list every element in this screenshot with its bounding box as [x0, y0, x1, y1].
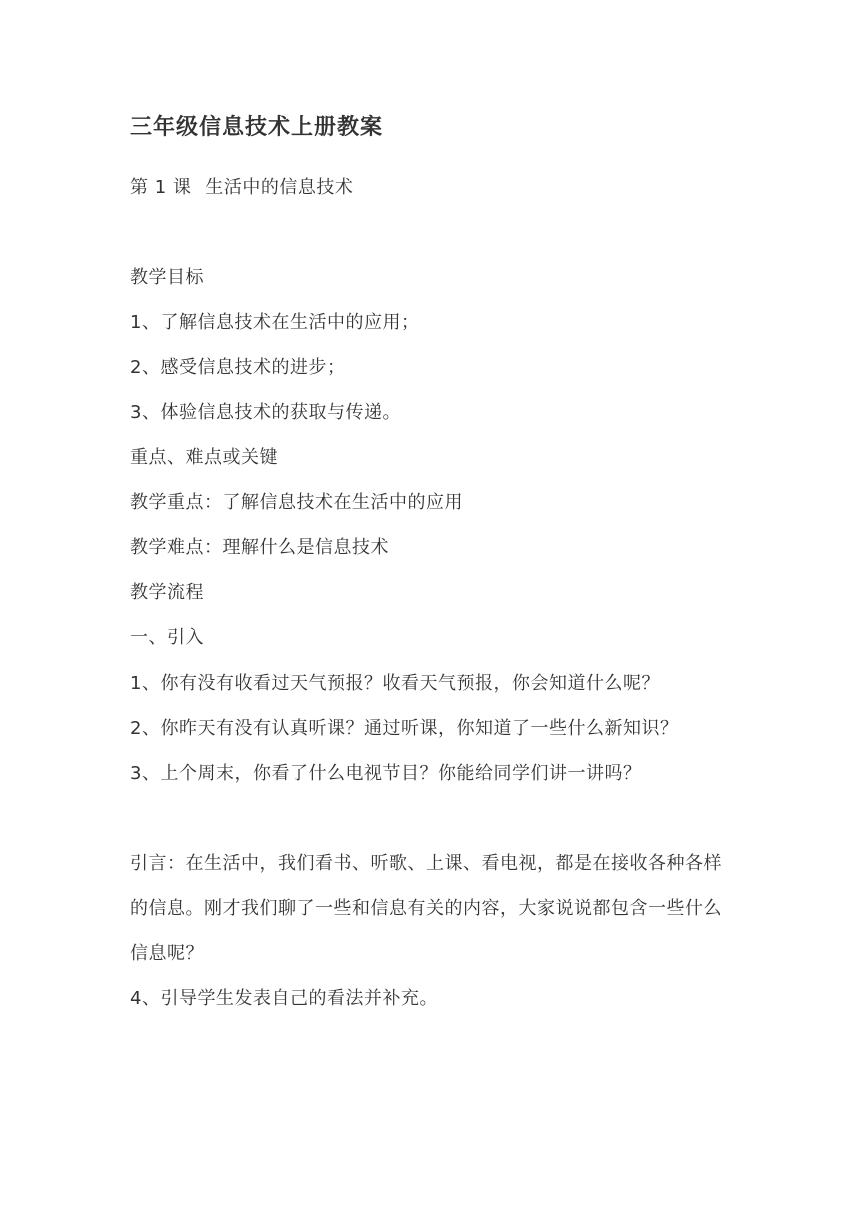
goals-heading: 教学目标: [130, 267, 204, 288]
document-title: 三年级信息技术上册教案: [130, 115, 384, 140]
question-item: 3、上个周末，你看了什么电视节目？你能给同学们讲一讲吗？: [130, 763, 642, 784]
step-item: 4、引导学生发表自己的看法并补充。: [130, 988, 438, 1009]
teaching-difficulty: 教学难点：理解什么是信息技术: [130, 537, 389, 558]
section-heading: 一、引入: [130, 627, 204, 648]
teaching-focus: 教学重点：了解信息技术在生活中的应用: [130, 492, 463, 513]
question-item: 2、你昨天有没有认真听课？通过听课，你知道了一些什么新知识？: [130, 718, 679, 739]
question-item: 1、你有没有收看过天气预报？收看天气预报，你会知道什么呢？: [130, 673, 660, 694]
goal-item: 1、了解信息技术在生活中的应用；: [130, 312, 420, 333]
lesson-heading: [130, 176, 353, 200]
process-heading: 教学流程: [130, 582, 204, 603]
lesson-number: 第 1 课: [130, 177, 192, 198]
lesson-name: 生活中的信息技术: [205, 177, 354, 198]
goal-item: 2、感受信息技术的进步；: [130, 357, 346, 378]
intro-paragraph: 引言：在生活中，我们看书、听歌、上课、看电视，都是在接收各种各样的信息。刚才我们聊了一些和信息有关的内容，大家说说都包含一些什么信息呢？: [130, 853, 722, 964]
goal-item: 3、体验信息技术的获取与传递。: [130, 402, 401, 423]
keypoints-heading: 重点、难点或关键: [130, 447, 278, 468]
